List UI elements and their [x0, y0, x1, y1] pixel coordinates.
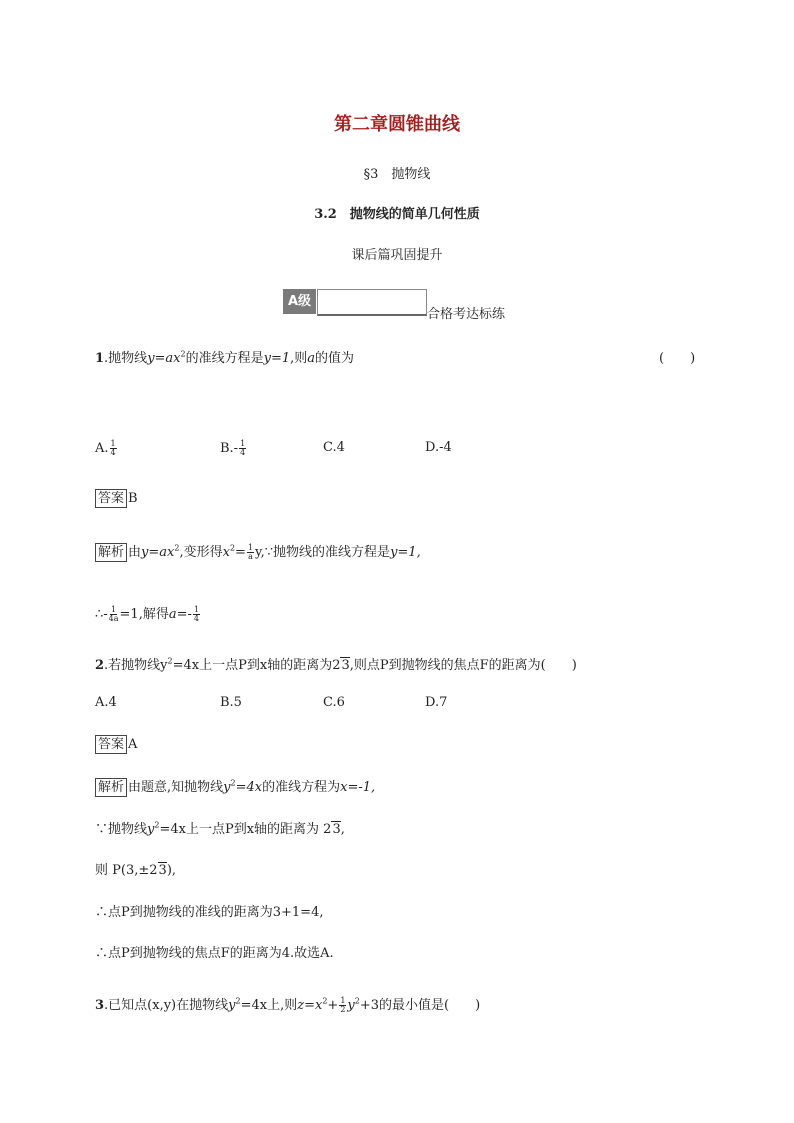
question-number: 1 — [95, 351, 105, 366]
superscript: 2 — [229, 543, 236, 553]
sqrt-value: 3 — [158, 863, 167, 878]
question-text: .已知点(x,y)在抛物线 — [104, 998, 229, 1013]
analysis-text: = — [235, 545, 246, 560]
equation: y=ax — [147, 351, 181, 366]
answer-tag: 答案 — [95, 489, 127, 508]
question-text: ,则点P到抛物线的焦点F的距离为( ) — [349, 658, 577, 673]
denominator: 2 — [340, 1005, 346, 1014]
analysis-text: , — [340, 822, 345, 837]
answer-line — [95, 489, 138, 508]
sqrt-value: 3 — [332, 822, 341, 837]
question-text: =4x上一点P到x轴的距离为2 — [172, 658, 341, 673]
analysis-tag: 解析 — [95, 778, 127, 797]
level-label: 合格考达标练 — [427, 307, 506, 322]
question-text: .抛物线 — [104, 351, 148, 366]
equation: y — [347, 998, 355, 1013]
superscript: 2 — [154, 820, 160, 830]
option-c: C.6 — [323, 695, 345, 710]
numerator: 1 — [247, 543, 254, 552]
question-number: 3 — [95, 998, 105, 1013]
analysis-text: 由 — [128, 545, 142, 560]
superscript: 2 — [235, 996, 241, 1006]
fraction — [339, 997, 346, 1014]
analysis-text: y,∵抛物线的准线方程是 — [255, 545, 391, 560]
analysis-line-1 — [95, 776, 375, 797]
option-a: A.4 — [95, 695, 117, 710]
option-a — [95, 440, 118, 457]
question-number: 2 — [95, 658, 105, 673]
fraction — [109, 606, 119, 623]
equation: y — [223, 780, 231, 795]
sqrt-value: 3 — [341, 658, 350, 673]
fraction — [239, 440, 246, 457]
analysis-text: =1,解得 — [119, 607, 169, 622]
answer-bracket: ( ) — [659, 351, 696, 366]
analysis-text: =4x上一点P到x轴的距离为 2 — [159, 822, 332, 837]
analysis-tag: 解析 — [95, 543, 127, 562]
option-d: D.-4 — [425, 440, 452, 455]
option-label: B.- — [220, 441, 239, 456]
equation: y=1, — [390, 545, 421, 560]
fraction — [110, 440, 117, 457]
level-box — [317, 289, 427, 316]
analysis-line-5: ∴点P到抛物线的焦点F的距离为4.故选A. — [95, 946, 334, 961]
analysis-line-2 — [95, 603, 201, 623]
question-2 — [95, 654, 577, 673]
equation: a=- — [168, 607, 192, 622]
analysis-text: ∴- — [95, 607, 108, 622]
superscript: 2 — [354, 996, 360, 1006]
question-text: .若抛物线y — [104, 658, 168, 673]
question-text: 的值为 — [315, 351, 355, 366]
subsection-heading: 3.2 抛物线的简单几何性质 — [314, 207, 480, 222]
equation: =4x — [235, 780, 263, 795]
level-tag: A级 — [283, 289, 316, 314]
denominator: a — [248, 552, 253, 561]
numerator: 1 — [110, 439, 116, 448]
analysis-text: ∵抛物线 — [95, 822, 148, 837]
fraction — [193, 606, 200, 623]
superscript: 2 — [174, 543, 180, 553]
section-heading: §3 抛物线 — [363, 167, 431, 182]
analysis-line-1 — [95, 541, 421, 562]
superscript: 2 — [180, 349, 186, 359]
answer-tag: 答案 — [95, 735, 127, 754]
denominator: 4a — [108, 614, 119, 623]
superscript: 2 — [167, 656, 173, 666]
analysis-line-3 — [95, 859, 176, 878]
question-1 — [95, 347, 354, 366]
equation: x — [222, 545, 230, 560]
answer-value: B — [128, 491, 138, 506]
equation: y=1 — [263, 351, 291, 366]
question-text: + — [327, 998, 339, 1013]
denominator: 4 — [240, 448, 246, 457]
equation: y=ax — [141, 545, 175, 560]
numerator: 1 — [240, 439, 246, 448]
analysis-text: 则 P(3,±2 — [95, 863, 158, 878]
question-text: +3的最小值是( ) — [359, 998, 481, 1013]
equation: z=x — [297, 998, 323, 1013]
option-b: B.5 — [220, 695, 242, 710]
numerator: 1 — [340, 996, 346, 1005]
analysis-line-4: ∴点P到抛物线的准线的距离为3+1=4, — [95, 905, 324, 920]
analysis-text: ), — [166, 863, 177, 878]
question-text: ,则 — [290, 351, 308, 366]
page-subtitle: 课后篇巩固提升 — [351, 248, 443, 263]
answer-line — [95, 735, 137, 754]
answer-value: A — [128, 737, 138, 752]
question-text: =4x上,则 — [240, 998, 298, 1013]
equation: y — [147, 822, 155, 837]
option-label: A. — [95, 441, 109, 456]
option-c: C.4 — [323, 440, 345, 455]
equation: y — [228, 998, 236, 1013]
superscript: 2 — [230, 778, 236, 788]
analysis-line-2 — [95, 818, 345, 837]
denominator: 4 — [110, 448, 116, 457]
denominator: 4 — [193, 614, 199, 623]
fraction — [247, 544, 254, 561]
numerator: 1 — [193, 605, 199, 614]
question-3 — [95, 994, 480, 1014]
superscript: 2 — [322, 996, 328, 1006]
analysis-text: 的准线方程为 — [262, 780, 341, 795]
equation: x=-1, — [340, 780, 376, 795]
option-b — [220, 440, 247, 457]
analysis-text: 由题意,知抛物线 — [128, 780, 224, 795]
option-d: D.7 — [425, 695, 448, 710]
analysis-text: ,变形得 — [179, 545, 223, 560]
variable: a — [307, 351, 316, 366]
chapter-title: 第二章圆锥曲线 — [334, 114, 460, 135]
numerator: 1 — [111, 605, 117, 614]
question-text: 的准线方程是 — [185, 351, 264, 366]
